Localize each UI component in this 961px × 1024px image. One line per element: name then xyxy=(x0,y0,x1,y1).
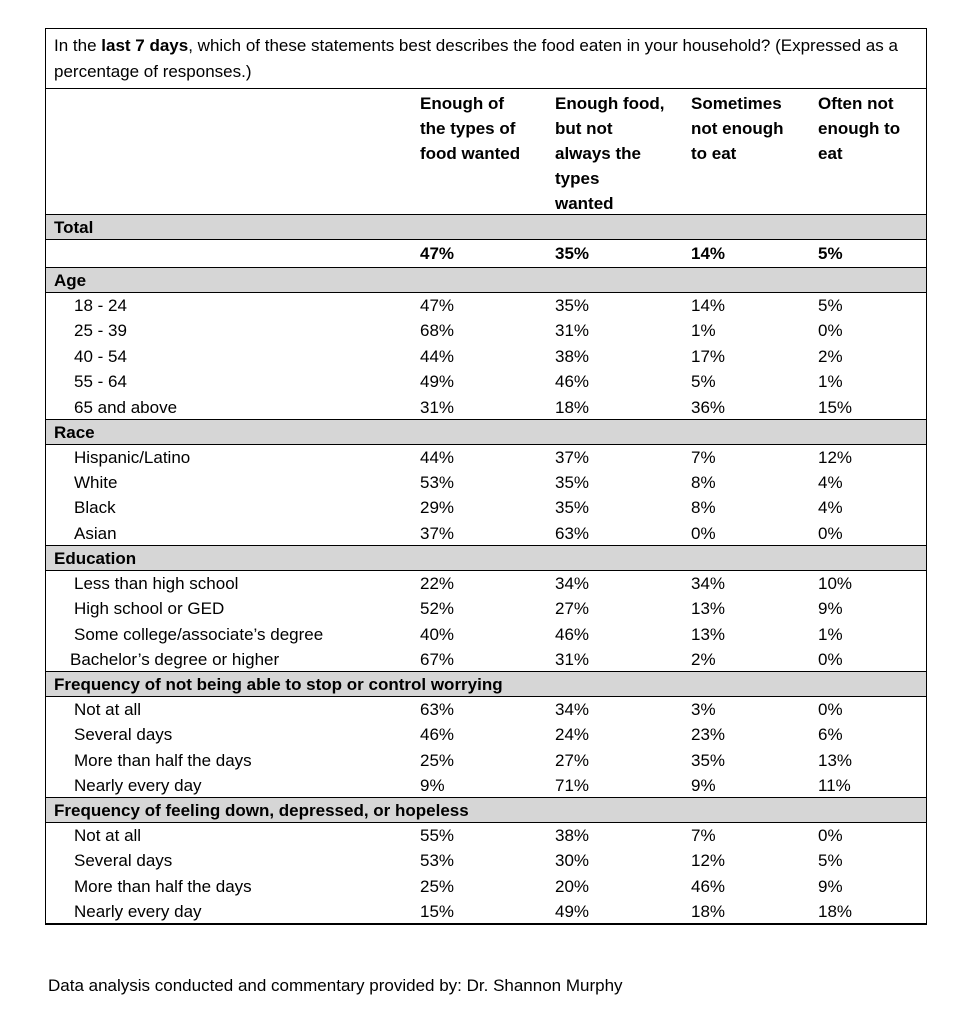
cell-value: 20% xyxy=(555,876,590,896)
title-pre: In the xyxy=(54,36,102,55)
cell-value: 12% xyxy=(818,447,853,467)
row-label: Hispanic/Latino xyxy=(74,447,191,467)
column-header-often-not-enough: Often not enough to eat xyxy=(818,94,901,163)
column-header-row xyxy=(46,89,926,215)
section-group xyxy=(46,293,926,420)
row-label: 18 - 24 xyxy=(74,296,127,315)
cell-value: 11% xyxy=(818,776,851,796)
section-header: Race xyxy=(46,420,926,445)
section-group xyxy=(46,697,926,798)
cell-value: 15% xyxy=(818,397,853,417)
row-label: Less than high school xyxy=(74,573,239,593)
section-header-total: Total xyxy=(46,215,926,240)
column-header-enough-types: Enough of the types of food wanted xyxy=(420,94,521,163)
table-row xyxy=(46,722,926,747)
section-header: Education xyxy=(46,546,926,571)
cell-value: 37% xyxy=(555,447,590,467)
cell-value: 12% xyxy=(691,851,726,871)
cell-value: 0% xyxy=(818,649,843,669)
table-row xyxy=(46,395,926,419)
row-label: Black xyxy=(74,498,116,518)
row-label: Not at all xyxy=(74,826,142,846)
table-row xyxy=(46,823,926,848)
cell-value: 52% xyxy=(420,599,455,619)
section-header: Frequency of not being able to stop or control worrying xyxy=(46,672,926,697)
cell-value: 27% xyxy=(555,599,590,619)
cell-value: 18% xyxy=(691,902,726,922)
cell-value: 18% xyxy=(555,397,590,417)
cell-value: 46% xyxy=(555,372,590,392)
table-title xyxy=(46,29,926,89)
cell-value: 0% xyxy=(818,523,843,543)
cell-value: 35% xyxy=(555,244,590,263)
row-label: 40 - 54 xyxy=(74,346,127,366)
cell-value: 0% xyxy=(818,699,843,719)
section-header: Frequency of feeling down, depressed, or hopeless xyxy=(46,798,926,823)
row-label: White xyxy=(74,472,118,492)
cell-value: 5% xyxy=(818,851,843,871)
cell-value: 30% xyxy=(555,851,590,871)
cell-value: 34% xyxy=(555,573,590,593)
table-row xyxy=(46,293,926,318)
cell-value: 13% xyxy=(818,750,853,770)
cell-value: 9% xyxy=(420,776,445,796)
survey-table xyxy=(45,28,927,925)
section-group xyxy=(46,823,926,924)
cell-value: 6% xyxy=(818,725,843,745)
cell-value: 0% xyxy=(691,523,716,543)
cell-value: 38% xyxy=(555,826,590,846)
row-label: Nearly every day xyxy=(74,776,202,796)
row-label: Some college/associate’s degree xyxy=(74,624,324,644)
cell-value: 5% xyxy=(818,244,843,263)
cell-value: 5% xyxy=(818,296,843,315)
title-post: , which of these statements best describes the food eaten in your household? (Expressed as a percentage of responses.) xyxy=(54,36,898,81)
table-row xyxy=(46,445,926,470)
cell-value: 63% xyxy=(555,523,590,543)
cell-value: 37% xyxy=(420,523,455,543)
cell-value: 14% xyxy=(691,244,726,263)
cell-value: 67% xyxy=(420,649,455,669)
cell-value: 34% xyxy=(555,699,590,719)
cell-value: 53% xyxy=(420,851,455,871)
cell-value: 49% xyxy=(420,372,455,392)
table-row xyxy=(46,344,926,369)
cell-value: 36% xyxy=(691,397,726,417)
cell-value: 53% xyxy=(420,472,455,492)
cell-value: 31% xyxy=(420,397,455,417)
cell-value: 0% xyxy=(818,826,843,846)
row-label: 25 - 39 xyxy=(74,321,127,341)
cell-value: 23% xyxy=(691,725,726,745)
table-row xyxy=(46,697,926,722)
cell-value: 4% xyxy=(818,472,843,492)
cell-value: 22% xyxy=(420,573,455,593)
row-label: High school or GED xyxy=(74,599,225,619)
cell-value: 5% xyxy=(691,372,716,392)
cell-value: 8% xyxy=(691,472,716,492)
table-row xyxy=(46,647,926,671)
cell-value: 38% xyxy=(555,346,590,366)
cell-value: 14% xyxy=(691,296,726,315)
table-row xyxy=(46,521,926,545)
cell-value: 31% xyxy=(555,649,590,669)
row-label: Several days xyxy=(74,725,173,745)
cell-value: 13% xyxy=(691,624,726,644)
table-row xyxy=(46,848,926,873)
cell-value: 49% xyxy=(555,902,590,922)
table-row-total xyxy=(46,240,926,268)
cell-value: 44% xyxy=(420,447,455,467)
cell-value: 7% xyxy=(691,447,716,467)
cell-value: 1% xyxy=(691,321,716,341)
column-header-enough-food: Enough food, but not always the types wanted xyxy=(555,94,665,213)
table-body xyxy=(46,268,926,924)
table-row xyxy=(46,773,926,797)
cell-value: 31% xyxy=(555,321,590,341)
cell-value: 46% xyxy=(420,725,455,745)
cell-value: 2% xyxy=(691,649,716,669)
row-label: Nearly every day xyxy=(74,902,202,922)
cell-value: 63% xyxy=(420,699,455,719)
table-row xyxy=(46,748,926,773)
title-bold: last 7 days xyxy=(101,36,189,55)
cell-value: 46% xyxy=(691,876,726,896)
cell-value: 40% xyxy=(420,624,455,644)
row-label: Not at all xyxy=(74,699,142,719)
cell-value: 35% xyxy=(555,498,590,518)
cell-value: 34% xyxy=(691,573,726,593)
footer-credit: Data analysis conducted and commentary provided by: Dr. Shannon Murphy xyxy=(48,976,623,995)
cell-value: 47% xyxy=(420,296,455,315)
table-row xyxy=(46,622,926,647)
table-row xyxy=(46,571,926,596)
cell-value: 25% xyxy=(420,750,455,770)
row-label: 55 - 64 xyxy=(74,372,127,392)
cell-value: 10% xyxy=(818,573,853,593)
cell-value: 46% xyxy=(555,624,590,644)
cell-value: 71% xyxy=(555,776,590,796)
cell-value: 24% xyxy=(555,725,590,745)
table-row xyxy=(46,470,926,495)
table-row xyxy=(46,899,926,923)
section-group xyxy=(46,445,926,546)
cell-value: 7% xyxy=(691,826,716,846)
cell-value: 68% xyxy=(420,321,455,341)
cell-value: 18% xyxy=(818,902,853,922)
row-label: Asian xyxy=(74,523,117,543)
cell-value: 2% xyxy=(818,346,843,366)
cell-value: 1% xyxy=(818,624,843,644)
cell-value: 8% xyxy=(691,498,716,518)
column-header-sometimes-not-enough: Sometimes not enough to eat xyxy=(691,94,784,163)
table-row xyxy=(46,874,926,899)
cell-value: 13% xyxy=(691,599,726,619)
cell-value: 17% xyxy=(691,346,726,366)
table-row xyxy=(46,596,926,621)
cell-value: 15% xyxy=(420,902,455,922)
table-row xyxy=(46,495,926,520)
cell-value: 35% xyxy=(555,296,590,315)
cell-value: 47% xyxy=(420,244,455,263)
row-label: More than half the days xyxy=(74,750,252,770)
cell-value: 9% xyxy=(691,776,716,796)
cell-value: 35% xyxy=(555,472,590,492)
row-label: More than half the days xyxy=(74,876,252,896)
section-group xyxy=(46,571,926,672)
cell-value: 0% xyxy=(818,321,843,341)
cell-value: 29% xyxy=(420,498,455,518)
cell-value: 35% xyxy=(691,750,726,770)
cell-value: 44% xyxy=(420,346,455,366)
cell-value: 1% xyxy=(818,372,843,392)
cell-value: 3% xyxy=(691,699,716,719)
cell-value: 55% xyxy=(420,826,455,846)
row-label: Several days xyxy=(74,851,173,871)
row-label: Bachelor’s degree or higher xyxy=(70,649,280,669)
cell-value: 4% xyxy=(818,498,843,518)
row-label: 65 and above xyxy=(74,397,178,417)
table-row xyxy=(46,318,926,343)
cell-value: 27% xyxy=(555,750,590,770)
cell-value: 9% xyxy=(818,876,843,896)
cell-value: 9% xyxy=(818,599,843,619)
section-header: Age xyxy=(46,268,926,293)
table-row xyxy=(46,369,926,394)
cell-value: 25% xyxy=(420,876,455,896)
